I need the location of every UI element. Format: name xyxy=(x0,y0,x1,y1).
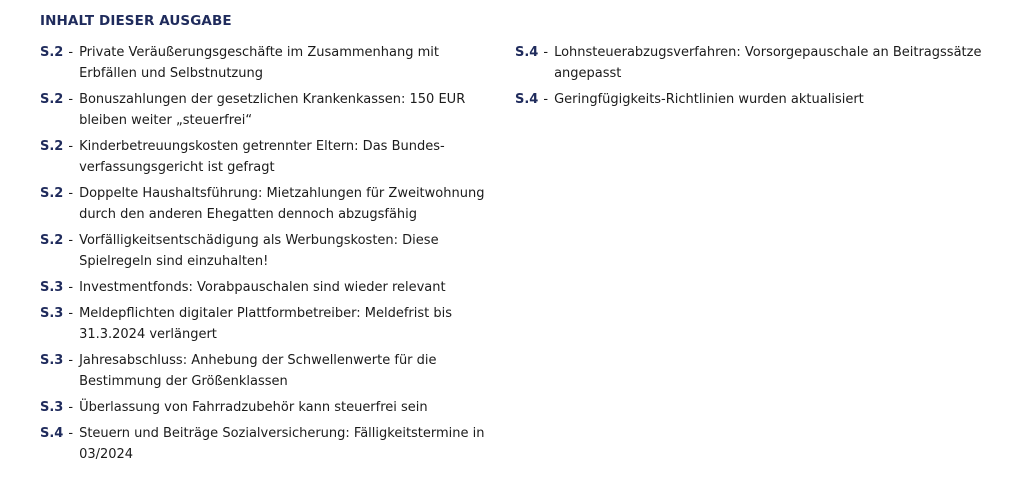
separator-dash: - xyxy=(543,92,549,107)
entry-title: Jahresabschluss: Anhebung der Schwellenwerte für die Bestimmung der Größenklassen xyxy=(79,353,437,389)
entry-title: Steuern und Beiträge Sozialversicherung: Fälligkeitstermine in 03/2024 xyxy=(79,426,485,462)
separator-dash: - xyxy=(68,280,74,295)
entry-title: Lohnsteuerabzugsverfahren: Vorsorgepauschale an Beitragssätze angepasst xyxy=(554,45,982,81)
page-reference: S.4 xyxy=(515,92,539,107)
contents-entry[interactable] xyxy=(515,42,995,84)
separator-dash: - xyxy=(68,139,74,154)
separator-dash: - xyxy=(68,92,74,107)
separator-dash: - xyxy=(68,306,74,321)
entry-title: Bonuszahlungen der gesetzlichen Krankenkassen: 150 EUR bleiben weiter „steuerfrei“ xyxy=(79,92,466,128)
contents-left-column xyxy=(40,42,490,470)
page-reference: S.2 xyxy=(40,45,64,60)
page-reference: S.2 xyxy=(40,139,64,154)
contents-entry[interactable] xyxy=(40,89,490,131)
entry-title: Investmentfonds: Vorabpauschalen sind wieder relevant xyxy=(79,280,446,295)
page-reference: S.4 xyxy=(40,426,64,441)
page-reference: S.4 xyxy=(515,45,539,60)
entry-title: Private Veräußerungsgeschäfte im Zusammenhang mit Erbfällen und Selbstnutzung xyxy=(79,45,439,81)
contents-entry[interactable] xyxy=(40,397,490,418)
separator-dash: - xyxy=(68,233,74,248)
contents-entry[interactable] xyxy=(40,423,490,465)
contents-entry[interactable] xyxy=(40,136,490,178)
separator-dash: - xyxy=(543,45,549,60)
entry-title: Geringfügigkeits-Richtlinien wurden aktualisiert xyxy=(554,92,864,107)
page-reference: S.2 xyxy=(40,186,64,201)
page-reference: S.3 xyxy=(40,306,64,321)
contents-entry[interactable] xyxy=(40,350,490,392)
contents-heading: INHALT DIESER AUSGABE xyxy=(40,13,232,29)
page-reference: S.3 xyxy=(40,400,64,415)
page-reference: S.3 xyxy=(40,280,64,295)
page-reference: S.2 xyxy=(40,92,64,107)
contents-entry[interactable] xyxy=(40,183,490,225)
page-reference: S.3 xyxy=(40,353,64,368)
entry-title: Meldepflichten digitaler Plattformbetreiber: Meldefrist bis 31.3.2024 verlängert xyxy=(79,306,452,342)
page-reference: S.2 xyxy=(40,233,64,248)
contents-entry[interactable] xyxy=(40,230,490,272)
separator-dash: - xyxy=(68,186,74,201)
separator-dash: - xyxy=(68,426,74,441)
contents-entry[interactable] xyxy=(40,277,490,298)
separator-dash: - xyxy=(68,45,74,60)
contents-entry[interactable] xyxy=(40,42,490,84)
contents-entry[interactable] xyxy=(515,89,995,110)
entry-title: Doppelte Haushaltsführung: Mietzahlungen für Zweitwohnung durch den anderen Ehegatten dennoch abzugsfähig xyxy=(79,186,485,222)
separator-dash: - xyxy=(68,400,74,415)
entry-title: Vorfälligkeitsentschädigung als Werbungskosten: Diese Spielregeln sind einzuhalten! xyxy=(79,233,439,269)
entry-title: Überlassung von Fahrradzubehör kann steuerfrei sein xyxy=(79,400,428,415)
contents-entry[interactable] xyxy=(40,303,490,345)
contents-right-column xyxy=(515,42,995,115)
separator-dash: - xyxy=(68,353,74,368)
entry-title: Kinderbetreuungskosten getrennter Eltern: Das Bundes-verfassungsgericht ist gefragt xyxy=(79,139,445,175)
